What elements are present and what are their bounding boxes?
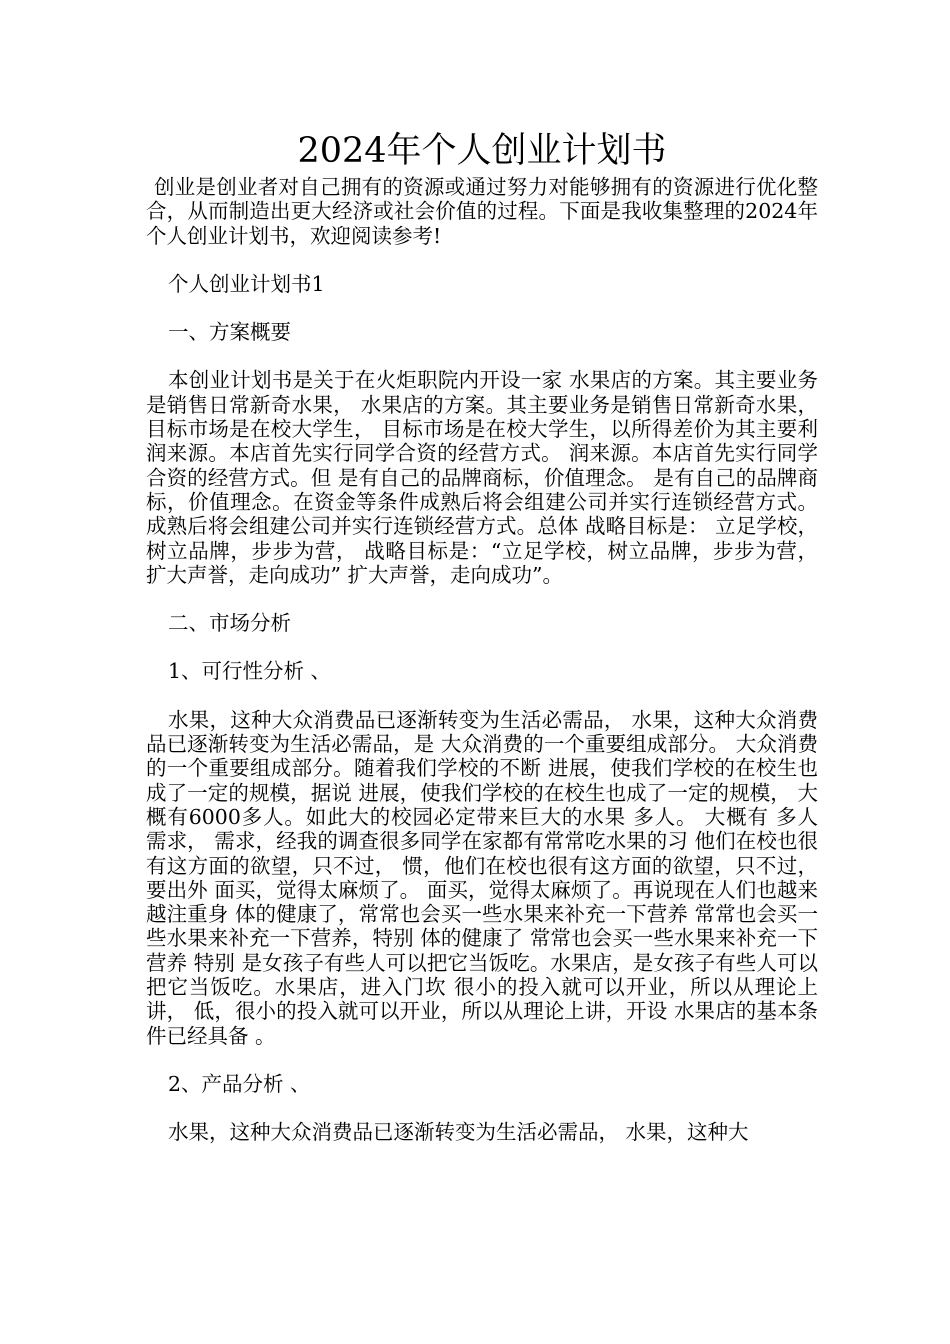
overview-paragraph: 本创业计划书是关于在火炬职院内开设一家 水果店的方案。其主要业务是销售日常新奇水果， 水果店的方案。其主要业务是销售日常新奇水果， 目标市场是在校大学生， 目标市场是在校大学生，以所得差价为其主要利 润来源。本店首先实行同学合资的经营方式。 润来源。本店首先实行同学合资的经营方式。但 是有自己的品牌商标，价值理念。 是有自己的品牌商标，价值理念。在资金等条件成熟后将会组建公司并实行连锁经营方式。 成熟后将会组建公司并实行连锁经营方式。总体 战略目标是： 立足学校，树立品牌，步步为营， 战略目标是：“立足学校，树立品牌，步步为营， 扩大声誉，走向成功” 扩大声誉，走向成功”。 [146,368,818,587]
product-paragraph: 水果，这种大众消费品已逐渐转变为生活必需品， 水果，这种大 [168,1120,749,1145]
document-page [146,128,818,1145]
section-heading-overview: 一、方案概要 [168,320,291,345]
subsection-heading-product: 2、产品分析 、 [168,1071,311,1096]
subsection-heading-feasibility: 1、可行性分析 、 [168,659,332,684]
intro-paragraph: 创业是创业者对自己拥有的资源或通过努力对能够拥有的资源进行优化整合，从而制造出更大经济或社会价值的过程。下面是我收集整理的2024年个人创业计划书，欢迎阅读参考! [146,175,818,248]
feasibility-paragraph: 水果，这种大众消费品已逐渐转变为生活必需品， 水果，这种大众消费品已逐渐转变为生活必需品，是 大众消费的一个重要组成部分。 大众消费的一个重要组成部分。随着我们学校的不断 进展，使我们学校的在校生也成了一定的规模，据说 进展，使我们学校的在校生也成了一定的规模， 大概有6000多人。如此大的校园必定带来巨大的水果 多人。 大概有 多人 需求， 需求，经我的调查很多同学在家都有常常吃水果的习 他们在校也很有这方面的欲望，只不过， 惯，他们在校也很有这方面的欲望，只不过，要出外 面买，觉得太麻烦了。 面买，觉得太麻烦了。再说现在人们也越来越注重身 体的健康了，常常也会买一些水果来补充一下营养 常常也会买一些水果来补充一下营养，特别 体的健康了 常常也会买一些水果来补充一下营养 特别 是女孩子有些人可以把它当饭吃。水果店，是女孩子有些人可以把它当饭吃。水果店，进入门坎 很小的投入就可以开业，所以从理论上讲， 低，很小的投入就可以开业，所以从理论上讲，开设 水果店的基本条件已经具备 。 [146,707,818,1048]
section-heading-plan-1: 个人创业计划书1 [168,271,325,296]
section-heading-market-analysis: 二、市场分析 [168,611,291,636]
document-title: 2024年个人创业计划书 [297,131,667,171]
